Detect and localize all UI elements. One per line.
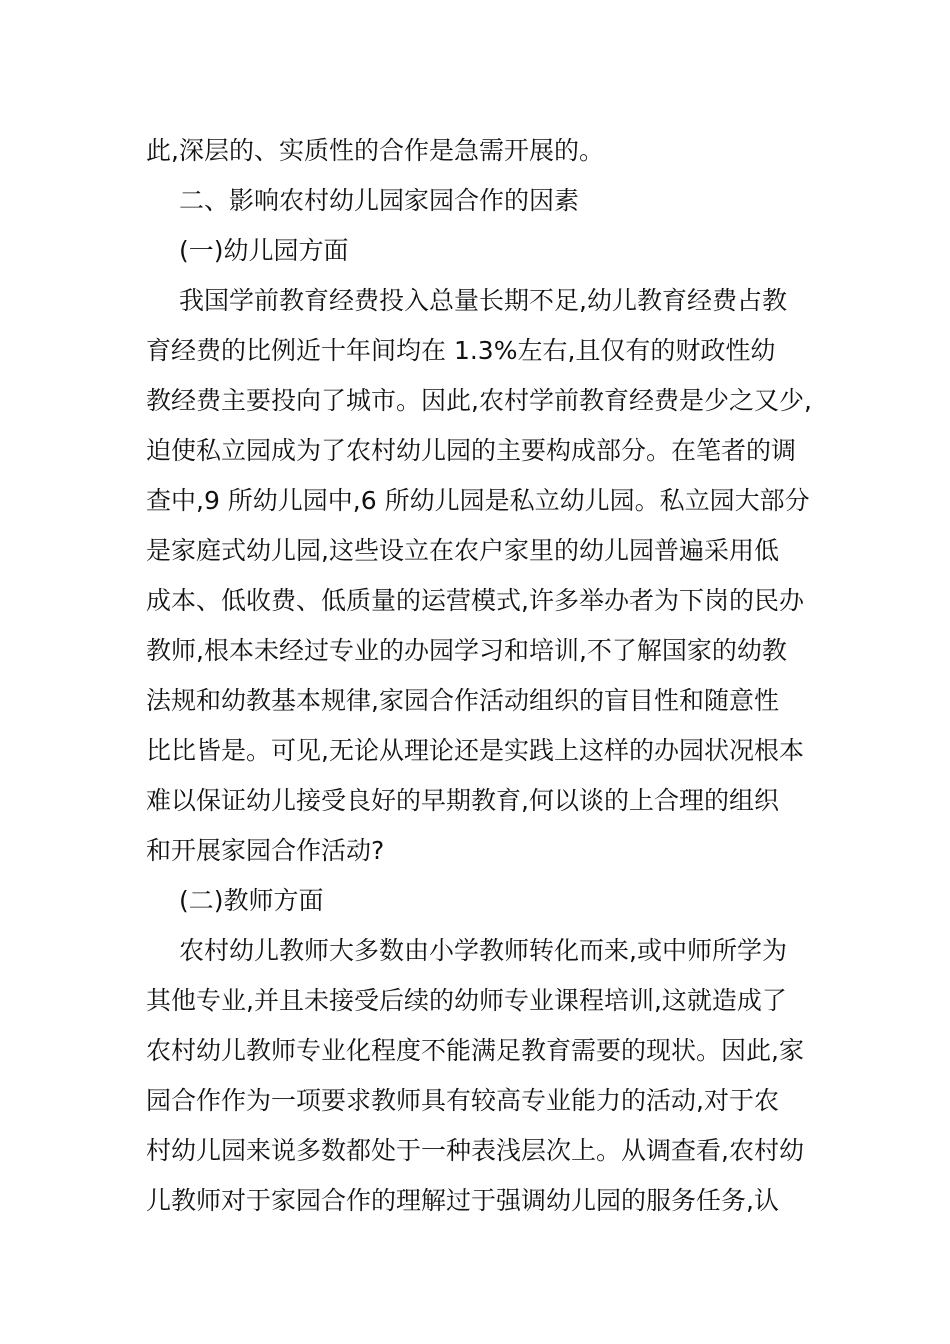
section-heading: 二、影响农村幼儿园家园合作的因素	[179, 186, 580, 215]
text-line: 成本、低收费、低质量的运营模式,许多举办者为下岗的民办	[146, 586, 804, 615]
text-line: 我国学前教育经费投入总量长期不足,幼儿教育经费占教	[179, 286, 787, 315]
text-line: 比比皆是。可见,无论从理论还是实践上这样的办园状况根本	[146, 736, 804, 765]
text-line: 是家庭式幼儿园,这些设立在农户家里的幼儿园普遍采用低	[146, 536, 779, 565]
text-line: 和开展家园合作活动?	[146, 836, 385, 865]
text-line: 教师,根本未经过专业的办园学习和培训,不了解国家的幼教	[146, 636, 787, 665]
text-line: 法规和幼教基本规律,家园合作活动组织的盲目性和随意性	[146, 686, 779, 715]
text-line: 查中,9 所幼儿园中,6 所幼儿园是私立幼儿园。私立园大部分	[146, 486, 810, 515]
text-line: 难以保证幼儿接受良好的早期教育,何以谈的上合理的组织	[146, 786, 779, 815]
body-text	[146, 126, 816, 1226]
text-line: 儿教师对于家园合作的理解过于强调幼儿园的服务任务,认	[146, 1186, 779, 1215]
text-line: 迫使私立园成为了农村幼儿园的主要构成部分。在笔者的调	[146, 436, 797, 465]
text-line: 此,深层的、实质性的合作是急需开展的。	[146, 136, 604, 165]
text-line: 园合作作为一项要求教师具有较高专业能力的活动,对于农	[146, 1086, 779, 1115]
text-line: 农村幼儿教师专业化程度不能满足教育需要的现状。因此,家	[146, 1036, 804, 1065]
text-line: 其他专业,并且未接受后续的幼师专业课程培训,这就造成了	[146, 986, 787, 1015]
subsection-heading: (一)幼儿园方面	[179, 236, 349, 265]
text-line: 农村幼儿教师大多数由小学教师转化而来,或中师所学为	[179, 936, 787, 965]
text-line: 育经费的比例近十年间均在 1.3%左右,且仅有的财政性幼	[146, 336, 776, 365]
subsection-heading: (二)教师方面	[179, 886, 324, 915]
text-line: 教经费主要投向了城市。因此,农村学前教育经费是少之又少,	[146, 386, 812, 415]
text-line: 村幼儿园来说多数都处于一种表浅层次上。从调查看,农村幼	[146, 1136, 804, 1165]
